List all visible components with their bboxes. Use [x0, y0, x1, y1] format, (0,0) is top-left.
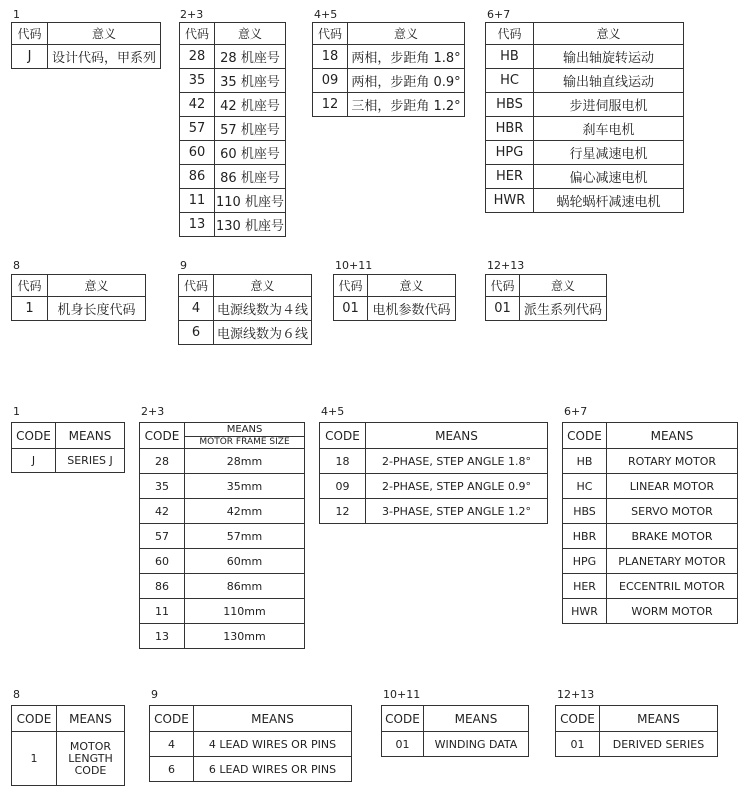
cn-means-cell: 三相，步距角 1.2° — [348, 93, 465, 117]
cn-header-code: 代码 — [179, 275, 214, 297]
en-table-9 — [149, 705, 352, 782]
cn-means-cell: 28 机座号 — [215, 45, 286, 69]
en-code-cell: 09 — [320, 474, 366, 499]
cn-means-cell: 行星减速电机 — [534, 141, 684, 165]
en-means-cell — [57, 732, 125, 786]
cn-table-8 — [11, 274, 146, 321]
en-means-cell: BRAKE MOTOR — [607, 524, 738, 549]
cn-header-code: 代码 — [313, 23, 348, 45]
cn-means-cell: 57 机座号 — [215, 117, 286, 141]
cn-means-cell: 电机参数代码 — [368, 297, 456, 321]
en-header-code: CODE — [563, 423, 607, 449]
en-block-1011-label: 10+11 — [383, 688, 421, 701]
en-means-cell: 110mm — [185, 599, 305, 624]
cn-code-cell: 1 — [12, 297, 48, 321]
cn-code-cell: 28 — [180, 45, 215, 69]
en-header-code: CODE — [12, 706, 57, 732]
en-block-9-label: 9 — [151, 688, 158, 701]
cn-code-cell: J — [12, 45, 48, 69]
en-block-45-label: 4+5 — [321, 405, 345, 418]
cn-code-cell: 35 — [180, 69, 215, 93]
en-code-cell: 01 — [382, 732, 424, 757]
en-code-cell: HPG — [563, 549, 607, 574]
en-code-cell: 12 — [320, 499, 366, 524]
en-block-23-label: 2+3 — [141, 405, 165, 418]
cn-header-means: 意义 — [48, 275, 146, 297]
cn-means-cell: 两相，步距角 0.9° — [348, 69, 465, 93]
en-means-line: MOTOR — [69, 739, 112, 753]
en-code-cell: 18 — [320, 449, 366, 474]
en-table-45 — [319, 422, 548, 524]
cn-header-code: 代码 — [486, 23, 534, 45]
cn-table-1213 — [485, 274, 607, 321]
cn-block-8-label: 8 — [13, 259, 20, 272]
en-code-cell: HWR — [563, 599, 607, 624]
cn-code-cell: HWR — [486, 189, 534, 213]
en-block-1213-label: 12+13 — [557, 688, 595, 701]
en-means-cell: ECCENTRIL MOTOR — [607, 574, 738, 599]
cn-code-cell: 6 — [179, 321, 214, 345]
en-header-means: MEANS — [600, 706, 718, 732]
en-means-cell: WINDING DATA — [424, 732, 529, 757]
en-means-cell: 2-PHASE, STEP ANGLE 0.9° — [366, 474, 548, 499]
en-means-cell: 2-PHASE, STEP ANGLE 1.8° — [366, 449, 548, 474]
en-block-1-label: 1 — [13, 405, 20, 418]
cn-code-cell: 60 — [180, 141, 215, 165]
en-table-23 — [139, 422, 305, 649]
en-means-cell: ROTARY MOTOR — [607, 449, 738, 474]
cn-means-cell: 蜗轮蜗杆减速电机 — [534, 189, 684, 213]
en-means-cell: PLANETARY MOTOR — [607, 549, 738, 574]
en-header-means: MEANS — [366, 423, 548, 449]
cn-header-code: 代码 — [334, 275, 368, 297]
cn-means-cell: 机身长度代码 — [48, 297, 146, 321]
en-means-line: LENGTH — [68, 751, 113, 765]
en-means-cell: SERVO MOTOR — [607, 499, 738, 524]
en-code-cell: HB — [563, 449, 607, 474]
cn-table-1011 — [333, 274, 456, 321]
cn-header-code: 代码 — [12, 275, 48, 297]
en-means-cell: 42mm — [185, 499, 305, 524]
en-header-code: CODE — [382, 706, 424, 732]
cn-code-cell: 09 — [313, 69, 348, 93]
cn-code-cell: 13 — [180, 213, 215, 237]
en-header-means-sub: MOTOR FRAME SIZE — [185, 436, 304, 447]
cn-code-cell: 11 — [180, 189, 215, 213]
cn-means-cell: 60 机座号 — [215, 141, 286, 165]
cn-table-67 — [485, 22, 684, 213]
en-code-cell: J — [12, 449, 56, 473]
en-means-cell: 6 LEAD WIRES OR PINS — [194, 757, 352, 782]
cn-code-cell: HC — [486, 69, 534, 93]
en-means-cell: 60mm — [185, 549, 305, 574]
en-code-cell: 28 — [140, 449, 185, 474]
en-table-8 — [11, 705, 125, 786]
en-code-cell: 60 — [140, 549, 185, 574]
cn-header-means: 意义 — [520, 275, 607, 297]
cn-means-cell: 电源线数为６线 — [214, 321, 312, 345]
cn-code-cell: 4 — [179, 297, 214, 321]
en-header-code: CODE — [556, 706, 600, 732]
en-header-means: MEANS — [56, 423, 125, 449]
cn-table-45 — [312, 22, 465, 117]
cn-block-1-label: 1 — [13, 8, 20, 21]
cn-means-cell: 电源线数为４线 — [214, 297, 312, 321]
en-table-1 — [11, 422, 125, 473]
cn-code-cell: HER — [486, 165, 534, 189]
en-code-cell: 57 — [140, 524, 185, 549]
cn-header-code: 代码 — [12, 23, 48, 45]
cn-means-cell: 110 机座号 — [215, 189, 286, 213]
en-means-cell: 35mm — [185, 474, 305, 499]
en-code-cell: HBR — [563, 524, 607, 549]
en-means-line: CODE — [74, 763, 107, 777]
cn-table-9 — [178, 274, 312, 345]
cn-block-67-label: 6+7 — [487, 8, 511, 21]
en-code-cell: HBS — [563, 499, 607, 524]
cn-code-cell: 01 — [334, 297, 368, 321]
cn-code-cell: 57 — [180, 117, 215, 141]
cn-code-cell: HPG — [486, 141, 534, 165]
cn-means-cell: 步进伺服电机 — [534, 93, 684, 117]
cn-code-cell: 42 — [180, 93, 215, 117]
en-header-means: MEANS — [57, 706, 125, 732]
en-code-cell: 4 — [150, 732, 194, 757]
cn-means-cell: 130 机座号 — [215, 213, 286, 237]
en-means-cell: 86mm — [185, 574, 305, 599]
cn-header-means: 意义 — [348, 23, 465, 45]
cn-means-cell: 偏心减速电机 — [534, 165, 684, 189]
en-header-means: MEANS — [194, 706, 352, 732]
en-header-code: CODE — [320, 423, 366, 449]
en-means-cell: WORM MOTOR — [607, 599, 738, 624]
cn-code-cell: 18 — [313, 45, 348, 69]
en-block-67-label: 6+7 — [564, 405, 588, 418]
cn-means-cell: 刹车电机 — [534, 117, 684, 141]
en-code-cell: 13 — [140, 624, 185, 649]
cn-code-cell: 86 — [180, 165, 215, 189]
en-code-cell: 11 — [140, 599, 185, 624]
cn-means-cell: 设计代码，甲系列 — [48, 45, 161, 69]
en-block-8-label: 8 — [13, 688, 20, 701]
en-means-cell: 4 LEAD WIRES OR PINS — [194, 732, 352, 757]
cn-block-9-label: 9 — [180, 259, 187, 272]
en-code-cell: 42 — [140, 499, 185, 524]
cn-means-cell: 输出轴旋转运动 — [534, 45, 684, 69]
cn-table-1 — [11, 22, 161, 69]
en-code-cell: 35 — [140, 474, 185, 499]
cn-means-cell: 派生系列代码 — [520, 297, 607, 321]
en-code-cell: HC — [563, 474, 607, 499]
cn-means-cell: 两相，步距角 1.8° — [348, 45, 465, 69]
en-table-1213 — [555, 705, 718, 757]
cn-table-23 — [179, 22, 286, 237]
en-table-67 — [562, 422, 738, 624]
cn-code-cell: HB — [486, 45, 534, 69]
en-header-means: MEANS — [607, 423, 738, 449]
cn-block-1011-label: 10+11 — [335, 259, 373, 272]
en-header-means: MEANS — [226, 424, 263, 435]
cn-header-code: 代码 — [486, 275, 520, 297]
cn-block-45-label: 4+5 — [314, 8, 338, 21]
cn-means-cell: 35 机座号 — [215, 69, 286, 93]
cn-header-means: 意义 — [534, 23, 684, 45]
cn-header-means: 意义 — [214, 275, 312, 297]
cn-block-23-label: 2+3 — [180, 8, 204, 21]
en-means-cell: 3-PHASE, STEP ANGLE 1.2° — [366, 499, 548, 524]
en-code-cell: 1 — [12, 732, 57, 786]
cn-code-cell: HBS — [486, 93, 534, 117]
en-means-cell: 130mm — [185, 624, 305, 649]
en-means-cell: 28mm — [185, 449, 305, 474]
en-code-cell: 86 — [140, 574, 185, 599]
cn-code-cell: 12 — [313, 93, 348, 117]
en-means-cell: 57mm — [185, 524, 305, 549]
en-header-means: MEANS — [424, 706, 529, 732]
cn-code-cell: HBR — [486, 117, 534, 141]
en-means-cell: LINEAR MOTOR — [607, 474, 738, 499]
en-code-cell: HER — [563, 574, 607, 599]
cn-means-cell: 42 机座号 — [215, 93, 286, 117]
cn-header-means: 意义 — [48, 23, 161, 45]
cn-means-cell: 86 机座号 — [215, 165, 286, 189]
en-header-means-cell — [185, 423, 305, 449]
en-header-code: CODE — [12, 423, 56, 449]
en-means-cell: SERIES J — [56, 449, 125, 473]
en-header-code: CODE — [150, 706, 194, 732]
en-code-cell: 6 — [150, 757, 194, 782]
cn-header-code: 代码 — [180, 23, 215, 45]
en-code-cell: 01 — [556, 732, 600, 757]
cn-block-1213-label: 12+13 — [487, 259, 525, 272]
cn-header-means: 意义 — [368, 275, 456, 297]
cn-means-cell: 输出轴直线运动 — [534, 69, 684, 93]
en-table-1011 — [381, 705, 529, 757]
en-header-code: CODE — [140, 423, 185, 449]
cn-header-means: 意义 — [215, 23, 286, 45]
en-means-cell: DERIVED SERIES — [600, 732, 718, 757]
cn-code-cell: 01 — [486, 297, 520, 321]
